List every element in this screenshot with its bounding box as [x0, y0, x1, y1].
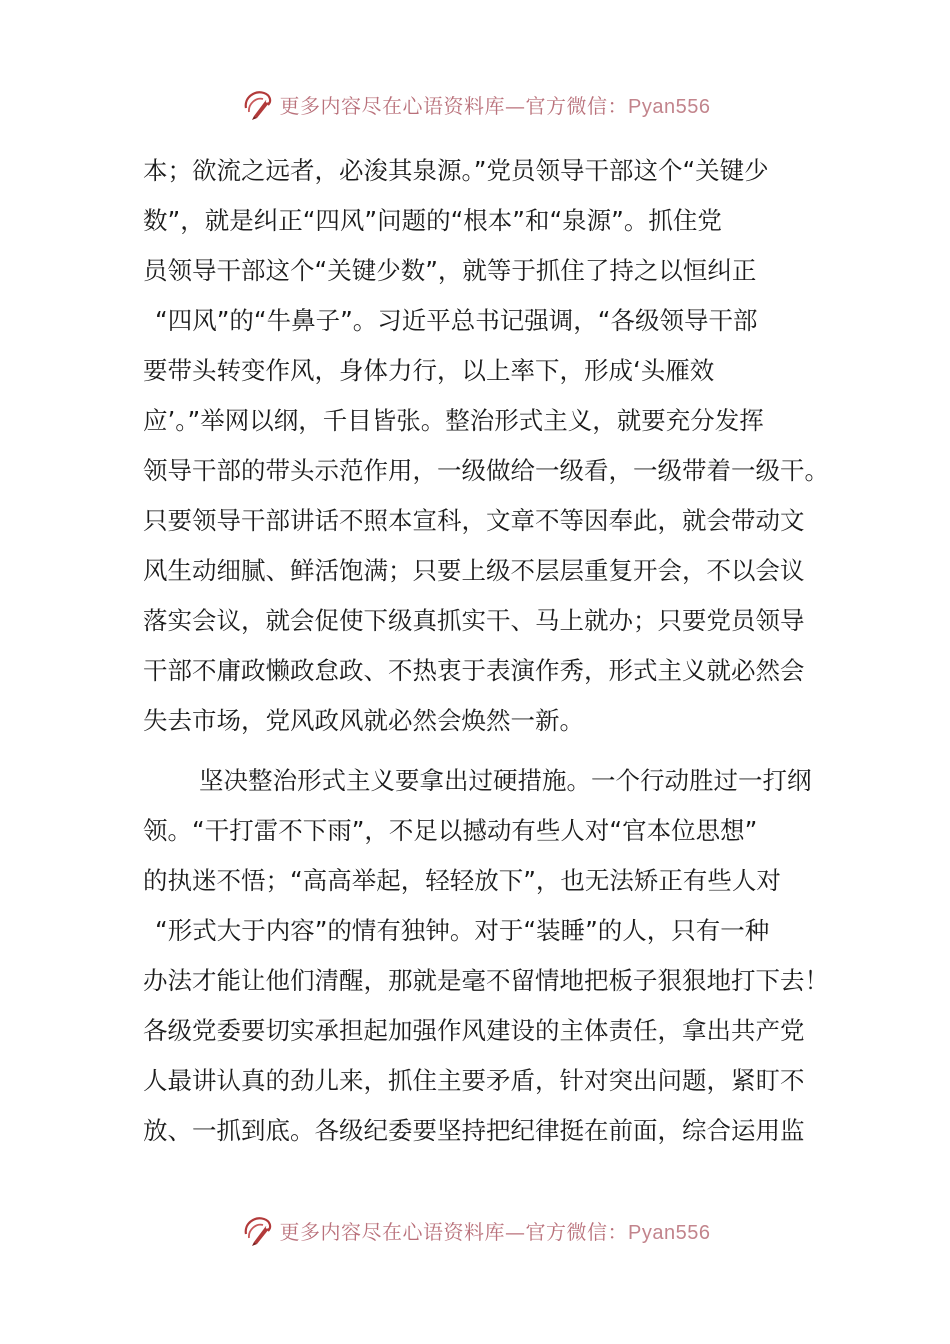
text-line: 放、一抓到底。各级纪委要坚持把纪律挺在前面，综合运用监: [143, 1116, 805, 1145]
header-text-en: Pyan556: [628, 95, 711, 118]
text-line: 只要领导干部讲话不照本宣科，文章不等因奉此，就会带动文: [143, 506, 805, 535]
header-text-cn: 更多内容尽在心语资料库—官方微信：: [279, 93, 629, 118]
header-banner: [0, 84, 950, 124]
text-line: 本；欲流之远者，必浚其泉源。”党员领导干部这个“关键少: [143, 156, 769, 185]
footer-text-cn: 更多内容尽在心语资料库—官方微信：: [279, 1219, 629, 1244]
text-line: 的执迷不悟；“高高举起，轻轻放下”，也无法矫正有些人对: [143, 866, 781, 895]
text-line: 风生动细腻、鲜活饱满；只要上级不层层重复开会，不以会议: [143, 556, 805, 585]
pen-nib-swirl-icon: [240, 1212, 276, 1248]
text-line: 领。“干打雷不下雨”，不足以撼动有些人对“官本位思想”: [143, 816, 758, 845]
text-line: 办法才能让他们清醒，那就是毫不留情地把板子狠狠地打下去！: [143, 966, 829, 995]
text-line: 落实会议，就会促使下级真抓实干、马上就办；只要党员领导: [143, 606, 805, 635]
footer-text: [280, 1216, 711, 1245]
text-line: 人最讲认真的劲儿来，抓住主要矛盾，针对突出问题，紧盯不: [143, 1066, 805, 1095]
pen-nib-swirl-icon: [240, 86, 276, 122]
text-line: “形式大于内容”的情有独钟。对于“装睡”的人，只有一种: [155, 916, 770, 945]
text-line: 坚决整治形式主义要拿出过硬措施。一个行动胜过一打纲: [199, 766, 812, 795]
paragraph: [143, 756, 829, 1156]
text-line: 失去市场，党风政风就必然会焕然一新。: [143, 706, 584, 735]
text-line: 各级党委要切实承担起加强作风建设的主体责任，拿出共产党: [143, 1016, 805, 1045]
text-line: 员领导干部这个“关键少数”，就等于抓住了持之以恒纠正: [143, 256, 757, 285]
text-line: 要带头转变作风，身体力行，以上率下，形成‘头雁效: [143, 356, 715, 385]
text-line: 领导干部的带头示范作用，一级做给一级看，一级带着一级干。: [143, 456, 829, 485]
footer-text-en: Pyan556: [628, 1221, 711, 1244]
document-body: [143, 146, 829, 1156]
header-text: [280, 90, 711, 119]
text-line: 数”，就是纠正“四风”问题的“根本”和“泉源”。抓住党: [143, 206, 722, 235]
paragraph-gap: [143, 746, 803, 756]
text-line: 干部不庸政懒政怠政、不热衷于表演作秀，形式主义就必然会: [143, 656, 805, 685]
text-line: “四风”的“牛鼻子”。习近平总书记强调，“各级领导干部: [155, 306, 758, 335]
paragraph: [143, 146, 829, 746]
footer-banner: [0, 1210, 950, 1250]
text-line: 应’。”举网以纲，千目皆张。整治形式主义，就要充分发挥: [143, 406, 764, 435]
